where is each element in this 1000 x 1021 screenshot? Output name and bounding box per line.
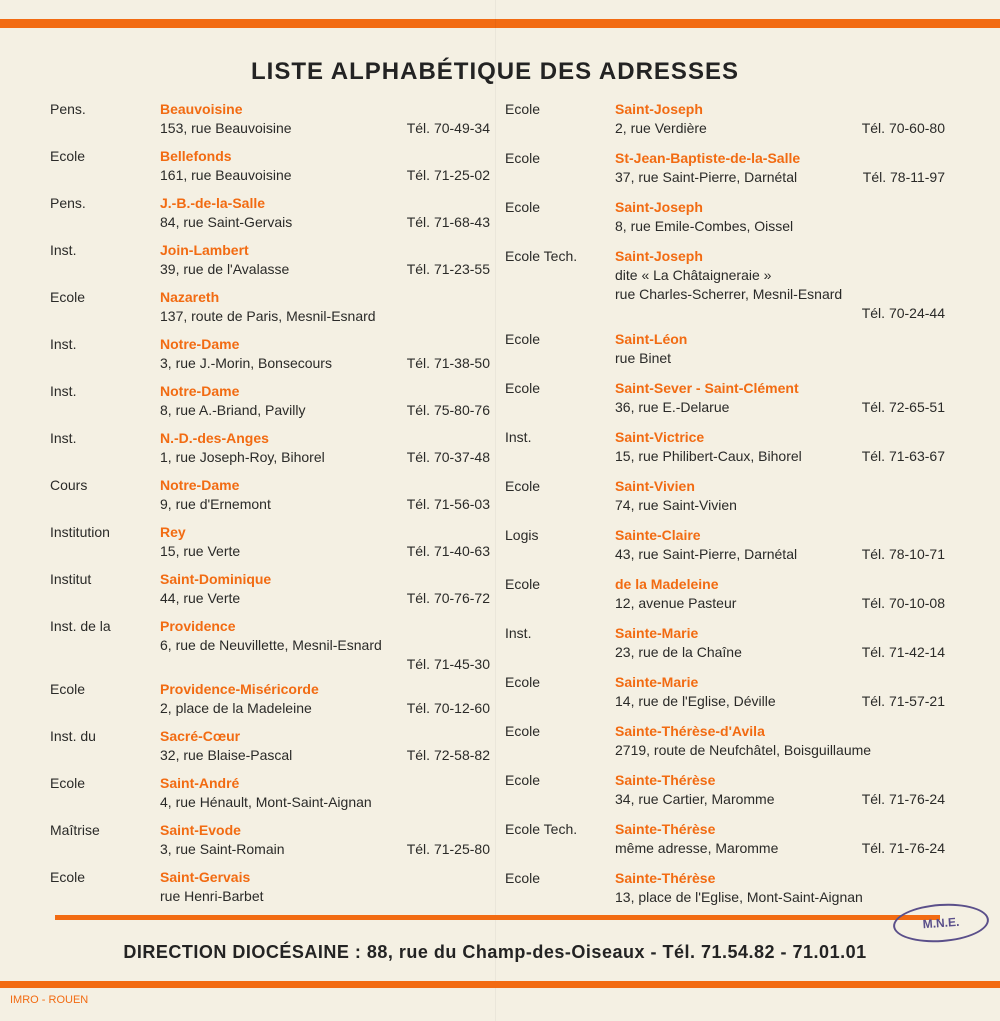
entry-phone: Tél. 71-23-55 <box>406 261 490 277</box>
entry-address: 8, rue A.-Briand, Pavilly <box>160 402 306 418</box>
entry-name: Sainte-Thérèse <box>615 821 716 837</box>
entry-phone: Tél. 71-45-30 <box>406 656 490 672</box>
entry-phone: Tél. 71-38-50 <box>406 355 490 371</box>
entry-name: Sacré-Cœur <box>160 728 241 744</box>
entry-phone: Tél. 71-40-63 <box>406 543 490 559</box>
entry-address: 161, rue Beauvoisine <box>160 167 292 183</box>
entry-type: Maîtrise <box>50 822 100 838</box>
entry-phone: Tél. 70-12-60 <box>406 700 490 716</box>
entry-name: Saint-Léon <box>615 331 688 347</box>
entry-name: Saint-Joseph <box>615 248 703 264</box>
entry-type: Inst. du <box>50 728 96 744</box>
entry-address: 9, rue d'Ernemont <box>160 496 271 512</box>
entry-type: Ecole <box>505 772 541 788</box>
entry-address: 36, rue E.-Delarue <box>615 399 730 415</box>
entry-phone: Tél. 72-65-51 <box>861 399 945 415</box>
entry-name: J.-B.-de-la-Salle <box>160 195 266 211</box>
entry-type: Ecole <box>505 723 541 739</box>
entry-address: rue Binet <box>615 350 672 366</box>
entry-type: Ecole <box>505 331 541 347</box>
entry-phone: Tél. 70-37-48 <box>406 449 490 465</box>
entry-name: Saint-Victrice <box>615 429 705 445</box>
entry-phone: Tél. 71-57-21 <box>861 693 945 709</box>
entry-type: Ecole Tech. <box>505 248 578 264</box>
entry-name: Sainte-Claire <box>615 527 701 543</box>
entry-address: 2, rue Verdière <box>615 120 707 136</box>
entry-address: 84, rue Saint-Gervais <box>160 214 293 230</box>
entry-address: 1, rue Joseph-Roy, Bihorel <box>160 449 325 465</box>
entry-name: Sainte-Thérèse <box>615 772 716 788</box>
page-title: LISTE ALPHABÉTIQUE DES ADRESSES <box>251 58 739 85</box>
entry-type: Ecole <box>50 681 86 697</box>
entry-name: Notre-Dame <box>160 336 240 352</box>
entry-name: Rey <box>160 524 186 540</box>
entry-type: Ecole <box>505 380 541 396</box>
entry-type: Ecole <box>50 775 86 791</box>
entry-name: Nazareth <box>160 289 220 305</box>
entry-name: Notre-Dame <box>160 383 240 399</box>
entry-name: Sainte-Marie <box>615 674 699 690</box>
entry-name: Sainte-Thérèse <box>615 870 716 886</box>
entry-phone: Tél. 72-58-82 <box>406 747 490 763</box>
entry-type: Logis <box>505 527 539 543</box>
entry-phone: Tél. 75-80-76 <box>406 402 490 418</box>
entry-name: Saint-Sever - Saint-Clément <box>615 380 799 396</box>
entry-phone: Tél. 70-24-44 <box>861 305 945 321</box>
entry-address: 32, rue Blaise-Pascal <box>160 747 293 763</box>
entry-name: Providence-Miséricorde <box>160 681 319 697</box>
entry-address: 3, rue Saint-Romain <box>160 841 285 857</box>
entry-phone: Tél. 70-76-72 <box>406 590 490 606</box>
entry-name: Notre-Dame <box>160 477 240 493</box>
entry-address: 34, rue Cartier, Maromme <box>615 791 775 807</box>
entry-name: Saint-André <box>160 775 240 791</box>
entry-type: Ecole <box>50 869 86 885</box>
top-orange-rule <box>0 19 1000 28</box>
entry-name: N.-D.-des-Anges <box>160 430 269 446</box>
entry-phone: Tél. 71-56-03 <box>406 496 490 512</box>
entry-type: Ecole <box>505 870 541 886</box>
entry-type: Inst. <box>50 430 77 446</box>
entry-type: Inst. <box>50 383 77 399</box>
entry-phone: Tél. 71-76-24 <box>861 840 945 856</box>
entry-phone: Tél. 71-25-02 <box>406 167 490 183</box>
entry-type: Inst. <box>505 625 532 641</box>
entry-type: Inst. de la <box>50 618 111 634</box>
entry-type: Cours <box>50 477 88 493</box>
middle-orange-rule <box>55 915 940 920</box>
page-fold <box>495 0 496 1021</box>
entry-type: Ecole <box>505 150 541 166</box>
entry-phone: Tél. 71-68-43 <box>406 214 490 230</box>
entry-address: 12, avenue Pasteur <box>615 595 737 611</box>
entry-address: 153, rue Beauvoisine <box>160 120 292 136</box>
entry-phone: Tél. 70-49-34 <box>406 120 490 136</box>
entry-address: 8, rue Emile-Combes, Oissel <box>615 218 794 234</box>
entry-name: Saint-Joseph <box>615 101 703 117</box>
entry-type: Ecole <box>505 478 541 494</box>
entry-address: 137, route de Paris, Mesnil-Esnard <box>160 308 376 324</box>
entry-phone: Tél. 78-10-71 <box>861 546 945 562</box>
entry-address: 3, rue J.-Morin, Bonsecours <box>160 355 332 371</box>
entry-name: Saint-Gervais <box>160 869 251 885</box>
entry-phone: Tél. 71-42-14 <box>861 644 945 660</box>
entry-phone: Tél. 70-60-80 <box>861 120 945 136</box>
entry-type: Ecole Tech. <box>505 821 578 837</box>
entry-address: 2, place de la Madeleine <box>160 700 312 716</box>
entry-name: Bellefonds <box>160 148 232 164</box>
entry-type: Ecole <box>505 674 541 690</box>
entry-address: 15, rue Philibert-Caux, Bihorel <box>615 448 802 464</box>
entry-address: 15, rue Verte <box>160 543 241 559</box>
entry-name: Saint-Vivien <box>615 478 695 494</box>
entry-address: 14, rue de l'Eglise, Déville <box>615 693 776 709</box>
entry-address: 2719, route de Neufchâtel, Boisguillaume <box>615 742 872 758</box>
bottom-orange-rule <box>0 981 1000 988</box>
entry-type: Inst. <box>50 242 77 258</box>
entry-type: Pens. <box>50 101 86 117</box>
entry-name: Saint-Joseph <box>615 199 703 215</box>
entry-name: Sainte-Thérèse-d'Avila <box>615 723 765 739</box>
direction-diocesaine-footer: DIRECTION DIOCÉSAINE : 88, rue du Champ-des-Oiseaux - Tél. 71.54.82 - 71.01.01 <box>123 942 867 962</box>
entry-type: Inst. <box>50 336 77 352</box>
entry-type: Ecole <box>50 289 86 305</box>
entry-name: Beauvoisine <box>160 101 243 117</box>
entry-phone: Tél. 71-25-80 <box>406 841 490 857</box>
entry-phone: Tél. 71-63-67 <box>861 448 945 464</box>
entry-phone: Tél. 71-76-24 <box>861 791 945 807</box>
entry-name: Saint-Evode <box>160 822 241 838</box>
entry-address: 44, rue Verte <box>160 590 241 606</box>
entry-name: de la Madeleine <box>615 576 719 592</box>
entry-address-line2: rue Charles-Scherrer, Mesnil-Esnard <box>615 286 843 302</box>
entry-type: Inst. <box>505 429 532 445</box>
entry-address: même adresse, Maromme <box>615 840 779 856</box>
entry-name: Sainte-Marie <box>615 625 699 641</box>
entry-type: Pens. <box>50 195 86 211</box>
entry-type: Institution <box>50 524 110 540</box>
entry-address: 6, rue de Neuvillette, Mesnil-Esnard <box>160 637 382 653</box>
printer-credit: IMRO - ROUEN <box>10 994 89 1006</box>
entry-name: Join-Lambert <box>160 242 249 258</box>
entry-phone: Tél. 70-10-08 <box>861 595 945 611</box>
entry-address: 43, rue Saint-Pierre, Darnétal <box>615 546 798 562</box>
entry-name: Providence <box>160 618 236 634</box>
entry-address: dite « La Châtaigneraie » <box>615 267 772 283</box>
entry-address: 37, rue Saint-Pierre, Darnétal <box>615 169 798 185</box>
entry-address: 74, rue Saint-Vivien <box>615 497 737 513</box>
entry-type: Ecole <box>505 576 541 592</box>
entry-type: Ecole <box>505 101 541 117</box>
entry-address: 4, rue Hénault, Mont-Saint-Aignan <box>160 794 372 810</box>
mne-stamp: M.N.E. <box>892 901 990 946</box>
entry-address: 13, place de l'Eglise, Mont-Saint-Aignan <box>615 889 863 905</box>
entry-address: rue Henri-Barbet <box>160 888 264 904</box>
entry-name: Saint-Dominique <box>160 571 272 587</box>
entry-name: St-Jean-Baptiste-de-la-Salle <box>615 150 801 166</box>
entry-type: Institut <box>50 571 92 587</box>
entry-address: 39, rue de l'Avalasse <box>160 261 290 277</box>
entry-type: Ecole <box>50 148 86 164</box>
entry-type: Ecole <box>505 199 541 215</box>
entry-phone: Tél. 78-11-97 <box>862 169 945 185</box>
entry-address: 23, rue de la Chaîne <box>615 644 742 660</box>
